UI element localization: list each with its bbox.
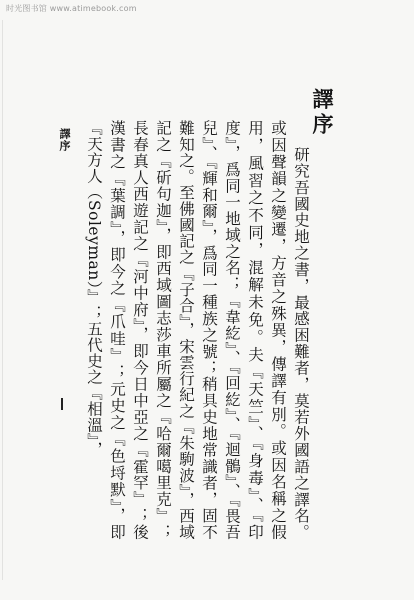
running-head: 譯序 xyxy=(58,128,71,152)
body-paragraph-text: 研究吾國史地之書，最感困難者，莫若外國語之譯名。或因聲韻之變遷，方音之殊異，傳譯有別。或因名稱之假用，風習之不同，混解未免。夫『天竺』、『身毒』、『印度』，爲同一地域之名；『韋紇』、『回紇』、『迴鶻』、『畏吾兒』、『輝和爾』，爲同一種族之號；稍具史地常識者，固不難知之。至佛國記之『子合』，宋雲行紀之『朱駒波』，西域記之『斫句迦』，即西域圖志莎車所屬之『哈爾噶里克』；長春真人西遊記之『河中府』，即今日中亞之『霍罕』；後漢書之『葉調』，即今之『爪哇』；元史之『色埒默』，即『天方人（Soleyman）』；五代史之『相溫』， xyxy=(85,120,310,540)
body-paragraph xyxy=(82,120,312,540)
folio-mark xyxy=(61,398,63,410)
page-title: 譯序 xyxy=(310,88,335,138)
page-edge-shadow xyxy=(2,20,3,580)
watermark-text: 时光图书馆 www.atimebook.com xyxy=(6,4,137,13)
body-paragraph-block xyxy=(76,120,312,540)
